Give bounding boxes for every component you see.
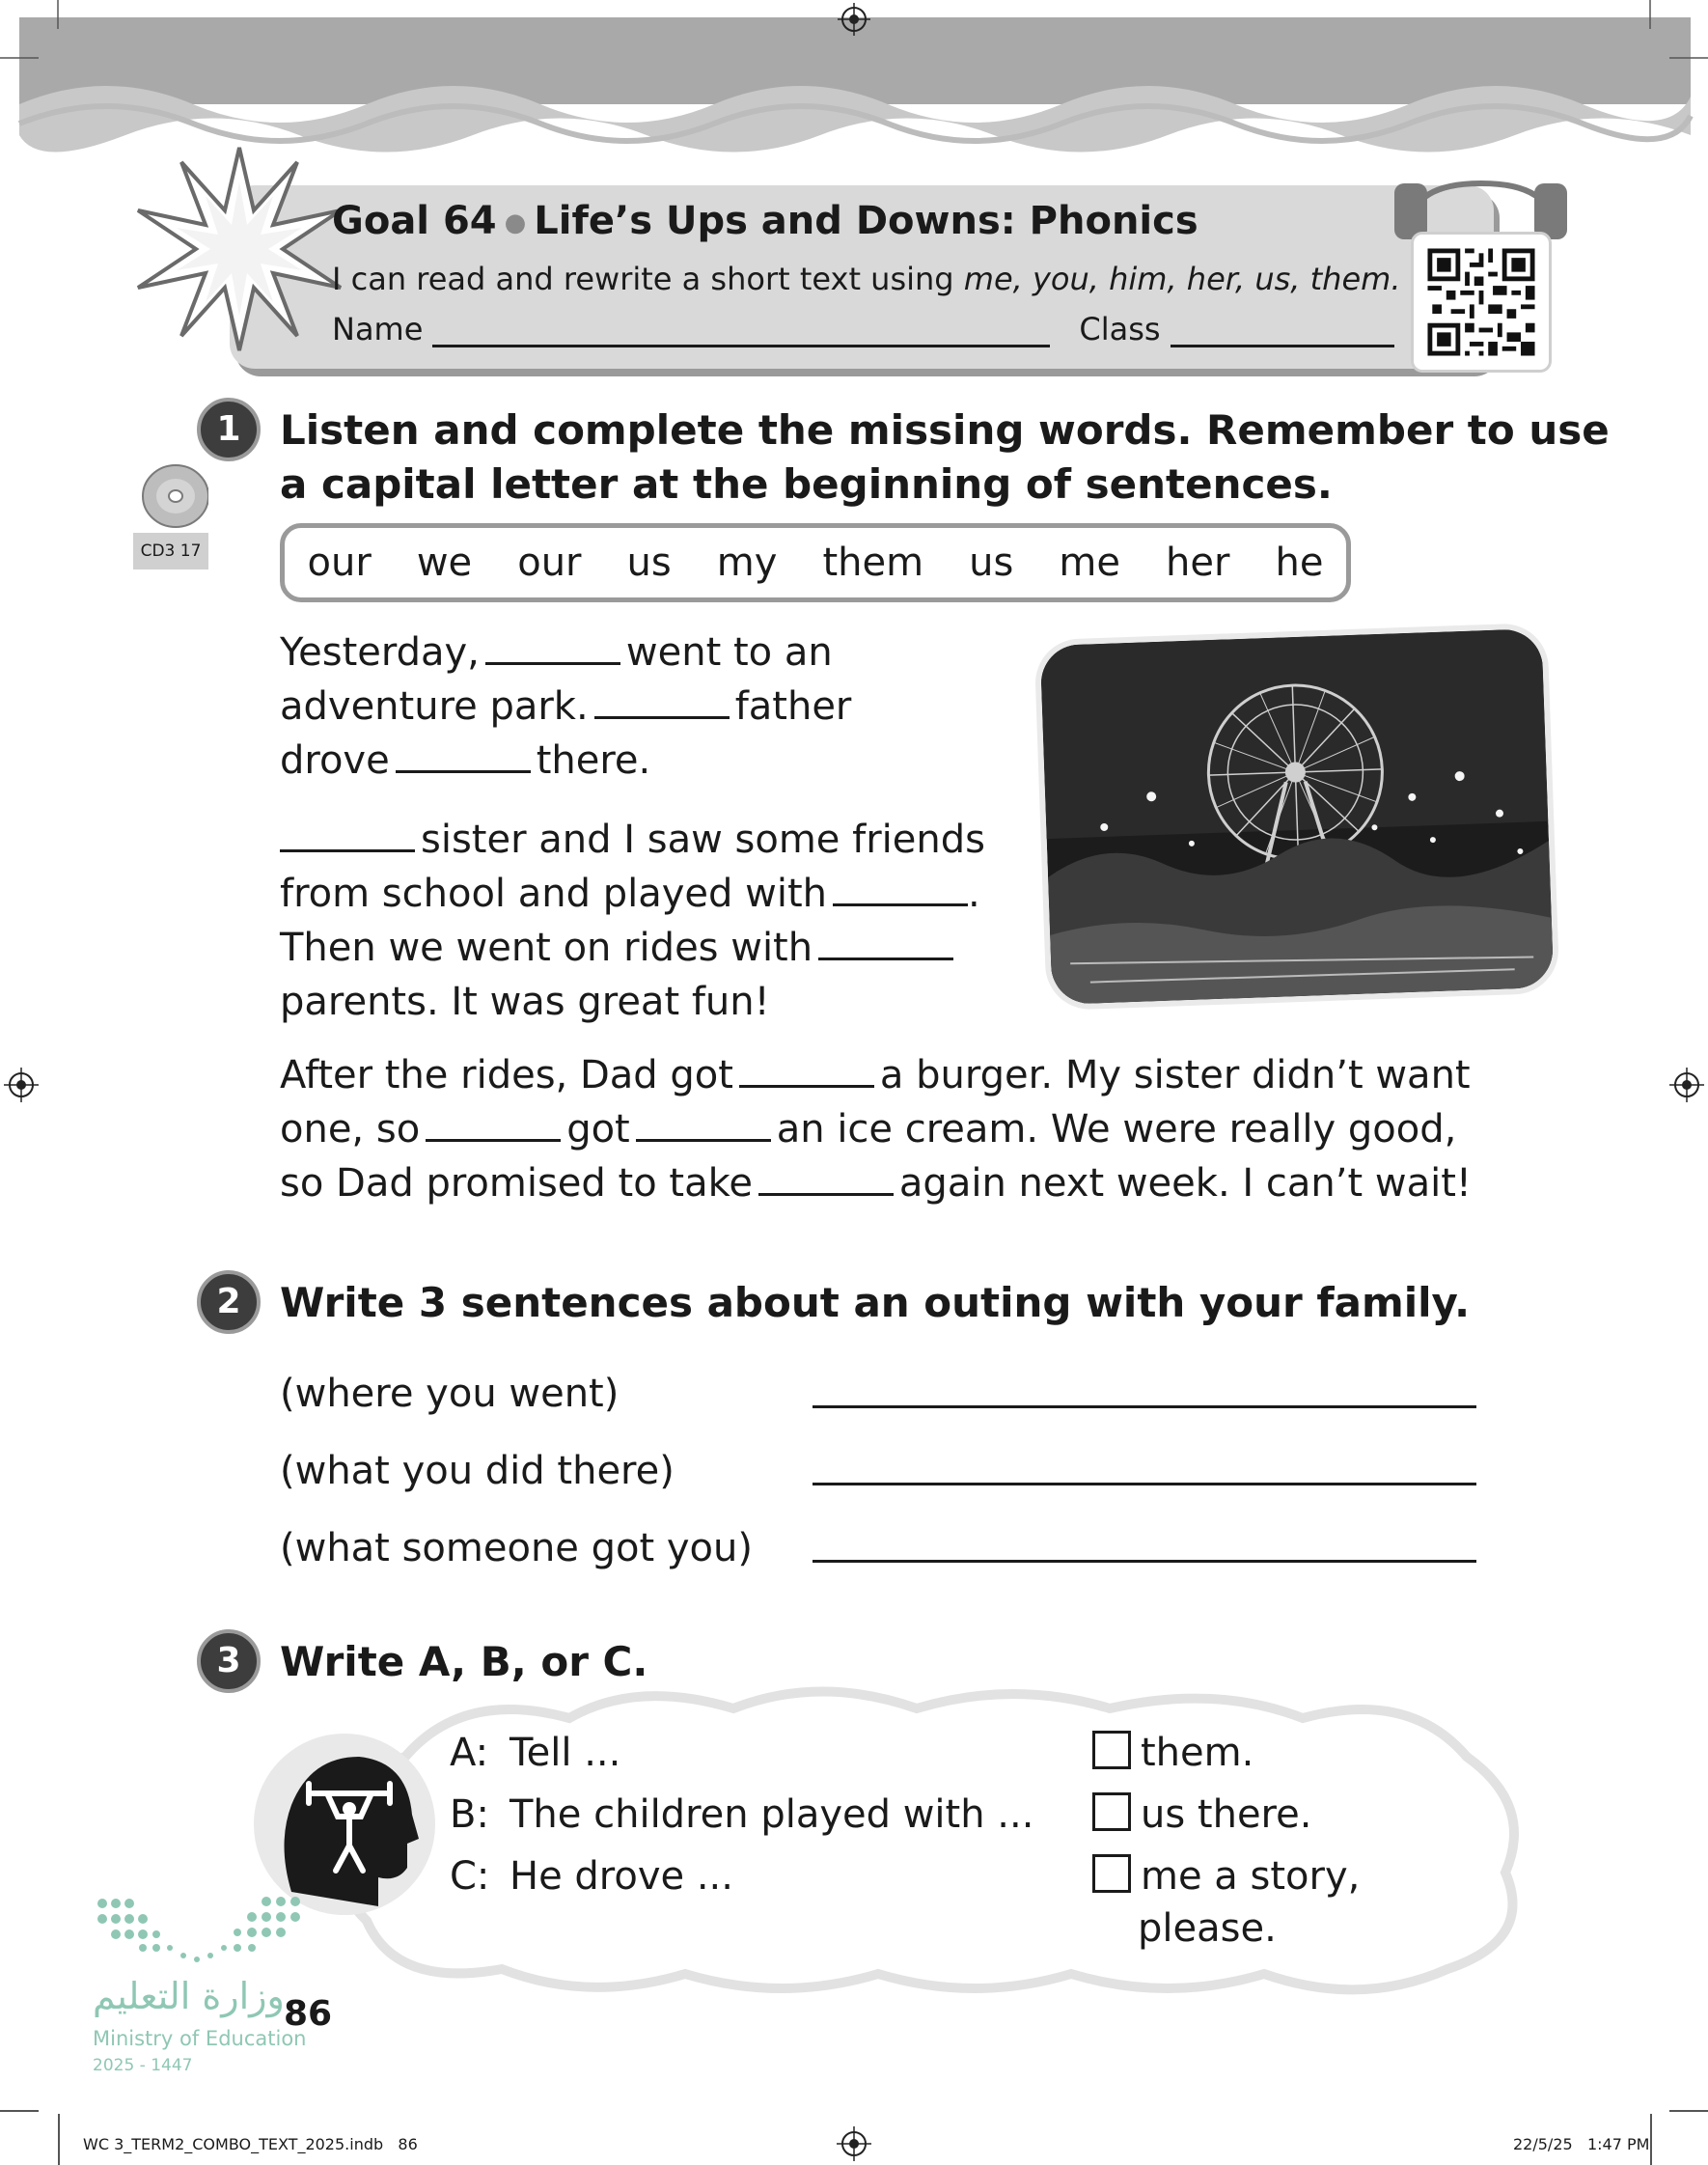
exercise-2-instruction: Write 3 sentences about an outing with your family. [280, 1279, 1471, 1326]
word-bank-item: her [1166, 541, 1230, 585]
ministry-name-arabic: وزارة التعليم [93, 1975, 285, 2017]
objective-pronouns: me, you, him, her, us, them. [963, 261, 1401, 297]
ending-1: them. [1092, 1722, 1360, 1784]
answer-blank[interactable] [818, 923, 953, 960]
exercise-2-badge: 2 [197, 1270, 261, 1334]
top-banner [0, 0, 1708, 154]
story-paragraph-3: After the rides, Dad got a burger. My sister didn’t want one, so got an ice cream. We were really good, so Dad promised to take again next week. I can’t wait! [280, 1048, 1534, 1210]
answer-checkbox[interactable] [1092, 1731, 1131, 1769]
ending-3: me a story, [1092, 1846, 1360, 1907]
ministry-logo-icon [93, 1892, 305, 1969]
crop-mark [58, 2114, 60, 2165]
ministry-year: 2025 - 1447 [93, 2056, 193, 2075]
answer-blank[interactable] [833, 869, 968, 906]
prompt-where: (where you went) [280, 1372, 620, 1416]
print-file-slug: WC 3_TERM2_COMBO_TEXT_2025.indb 86 [83, 2135, 418, 2153]
ministry-name-english: Ministry of Education [93, 2027, 307, 2050]
name-field[interactable] [432, 312, 1050, 347]
registration-mark-icon [4, 1068, 39, 1102]
cd-track-label: CD3 17 [133, 533, 208, 569]
word-bank-item: them [822, 541, 924, 585]
answer-blank[interactable] [396, 736, 531, 773]
exercise-3-badge: 3 [197, 1629, 261, 1693]
word-bank-item: we [416, 541, 473, 585]
title-separator-dot: ● [504, 208, 527, 237]
name-label: Name [332, 311, 424, 347]
instruction-line-2: a capital letter at the beginning of sentences. [280, 460, 1333, 508]
class-label: Class [1079, 311, 1161, 347]
name-row [332, 311, 1394, 347]
ferris-wheel-photo [1040, 628, 1555, 1005]
match-endings [1092, 1722, 1360, 1950]
qr-code-frame[interactable] [1411, 232, 1552, 373]
word-bank-item: us [626, 541, 672, 585]
word-bank-item: me [1059, 541, 1120, 585]
starter-b: B: The children played with ... [450, 1792, 1034, 1837]
crop-mark [0, 2110, 39, 2112]
class-field[interactable] [1171, 312, 1394, 347]
word-bank-item: my [716, 541, 778, 585]
registration-mark-icon [1669, 1068, 1704, 1102]
story-paragraph-2: sister and I saw some friends from school and played with . Then we went on rides with parents. It was great fun! [280, 813, 1033, 1029]
answer-blank[interactable] [636, 1104, 771, 1142]
crop-mark [1650, 2114, 1652, 2165]
answer-blank[interactable] [758, 1158, 894, 1196]
registration-mark-icon [837, 2126, 871, 2161]
ending-2: us there. [1092, 1784, 1360, 1846]
starter-c: C: He drove ... [450, 1854, 733, 1899]
story-paragraph-1: Yesterday, went to an adventure park. father drove there. [280, 625, 1013, 788]
goal-number: Goal 64 [332, 199, 497, 243]
answer-blank[interactable] [739, 1050, 874, 1088]
prompt-what-did: (what you did there) [280, 1449, 675, 1493]
answer-blank[interactable] [485, 627, 620, 665]
cd-audio-badge[interactable] [133, 463, 208, 569]
writing-line-3[interactable] [813, 1560, 1476, 1563]
cd-icon [133, 463, 208, 531]
match-sentence-starters [450, 1722, 1033, 1907]
instruction-line-1: Listen and complete the missing words. Remember to use [280, 406, 1610, 454]
ending-3-cont: please. [1138, 1906, 1277, 1951]
page-number: 86 [284, 1994, 333, 2034]
word-bank-item: he [1275, 541, 1324, 585]
word-bank-item: our [517, 541, 582, 585]
starburst-icon [133, 143, 345, 355]
word-bank-item: our [307, 541, 372, 585]
exercise-3-instruction: Write A, B, or C. [280, 1638, 648, 1685]
qr-code-icon [1414, 235, 1549, 370]
answer-blank[interactable] [426, 1104, 561, 1142]
word-bank [280, 523, 1351, 602]
goal-objective [332, 261, 1400, 297]
writing-line-1[interactable] [813, 1405, 1476, 1408]
answer-checkbox[interactable] [1092, 1854, 1131, 1893]
crop-mark [1669, 2110, 1708, 2112]
answer-checkbox[interactable] [1092, 1792, 1131, 1831]
answer-blank[interactable] [594, 681, 730, 719]
word-bank-item: us [969, 541, 1014, 585]
starter-a: A: Tell ... [450, 1731, 621, 1775]
goal-title [332, 199, 1198, 243]
print-date-slug: 22/5/25 1:47 PM [1513, 2135, 1650, 2153]
objective-text: I can read and rewrite a short text using [332, 261, 964, 297]
prompt-what-got: (what someone got you) [280, 1526, 753, 1570]
writing-line-2[interactable] [813, 1483, 1476, 1485]
answer-blank[interactable] [280, 815, 415, 852]
goal-topic: Life’s Ups and Downs: Phonics [534, 199, 1198, 243]
exercise-1-badge: 1 [197, 398, 261, 461]
exercise-1-instruction [280, 403, 1610, 512]
